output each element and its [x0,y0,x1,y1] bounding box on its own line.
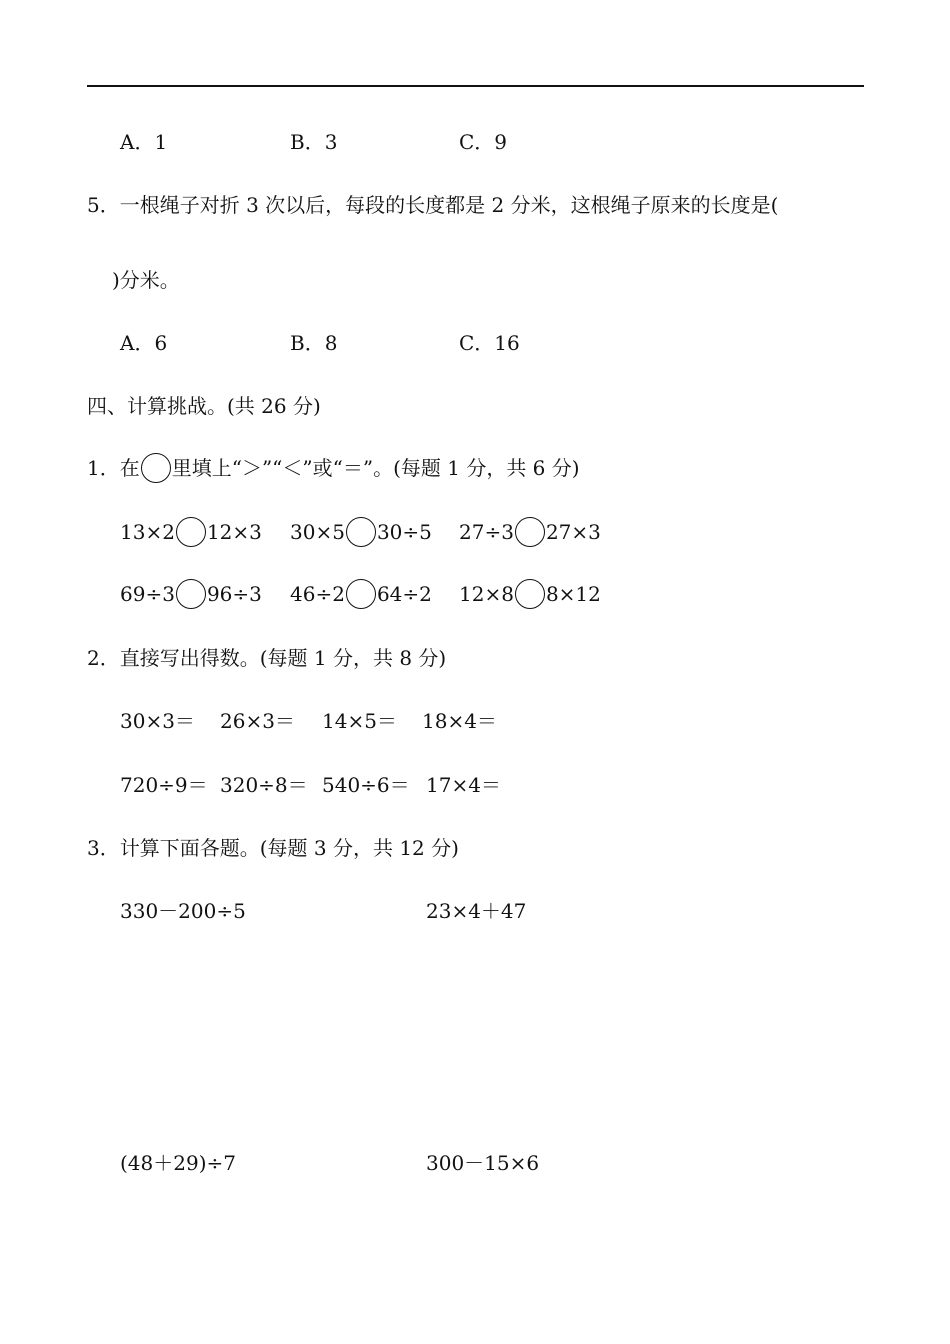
compare-item [120,517,262,547]
quick-calc-item: 17×4＝ [426,773,501,797]
quick-calc-item: 14×5＝ [322,709,397,733]
p2-title: 2．直接写出得数。(每题 1 分，共 8 分) [87,646,447,670]
compare-right: 30÷5 [376,520,432,544]
p3-title: 3．计算下面各题。(每题 3 分，共 12 分) [87,836,459,860]
quick-calc-item: 720÷9＝ [120,773,208,797]
calc-problem: 330－200÷5 [120,899,246,923]
q5-line2: )分米。 [112,268,180,292]
q4-option-b: B．3 [290,130,338,154]
p1-title [87,453,580,483]
compare-item [459,579,601,609]
compare-right: 64÷2 [376,582,432,606]
quick-calc-item: 18×4＝ [422,709,497,733]
compare-right: 12×3 [206,520,262,544]
quick-calc-item: 26×3＝ [220,709,295,733]
answer-circle-icon[interactable] [515,579,545,609]
compare-right: 96÷3 [206,582,262,606]
compare-left: 13×2 [120,520,175,544]
section-title: 四、计算挑战。(共 26 分) [87,394,321,418]
compare-item [120,579,262,609]
q4-option-a: A．1 [120,130,168,154]
compare-left: 12×8 [459,582,514,606]
compare-item [290,579,432,609]
compare-left: 27÷3 [459,520,514,544]
compare-left: 30×5 [290,520,345,544]
quick-calc-item: 30×3＝ [120,709,195,733]
answer-circle-icon[interactable] [346,579,376,609]
answer-circle-icon[interactable] [346,517,376,547]
q5-option-c: C．16 [459,331,520,355]
answer-circle-icon[interactable] [176,579,206,609]
q4-option-c: C．9 [459,130,508,154]
calc-problem: 300－15×6 [426,1151,540,1175]
q5-option-a: A．6 [120,331,168,355]
compare-right: 27×3 [545,520,601,544]
compare-item [290,517,432,547]
answer-circle-icon [141,453,171,483]
p1-prefix: 1．在 [87,456,140,480]
compare-right: 8×12 [545,582,601,606]
answer-circle-icon[interactable] [176,517,206,547]
quick-calc-item: 320÷8＝ [220,773,308,797]
compare-left: 46÷2 [290,582,345,606]
compare-left: 69÷3 [120,582,175,606]
quick-calc-item: 540÷6＝ [322,773,410,797]
q5-option-b: B．8 [290,331,338,355]
q5-line1: 5．一根绳子对折 3 次以后，每段的长度都是 2 分米，这根绳子原来的长度是( [87,193,779,217]
calc-problem: (48＋29)÷7 [120,1151,236,1175]
calc-problem: 23×4＋47 [426,899,527,923]
compare-item [459,517,601,547]
header-rule [87,85,864,87]
answer-circle-icon[interactable] [515,517,545,547]
p1-suffix: 里填上“＞”“＜”或“＝”。(每题 1 分，共 6 分) [171,456,580,480]
